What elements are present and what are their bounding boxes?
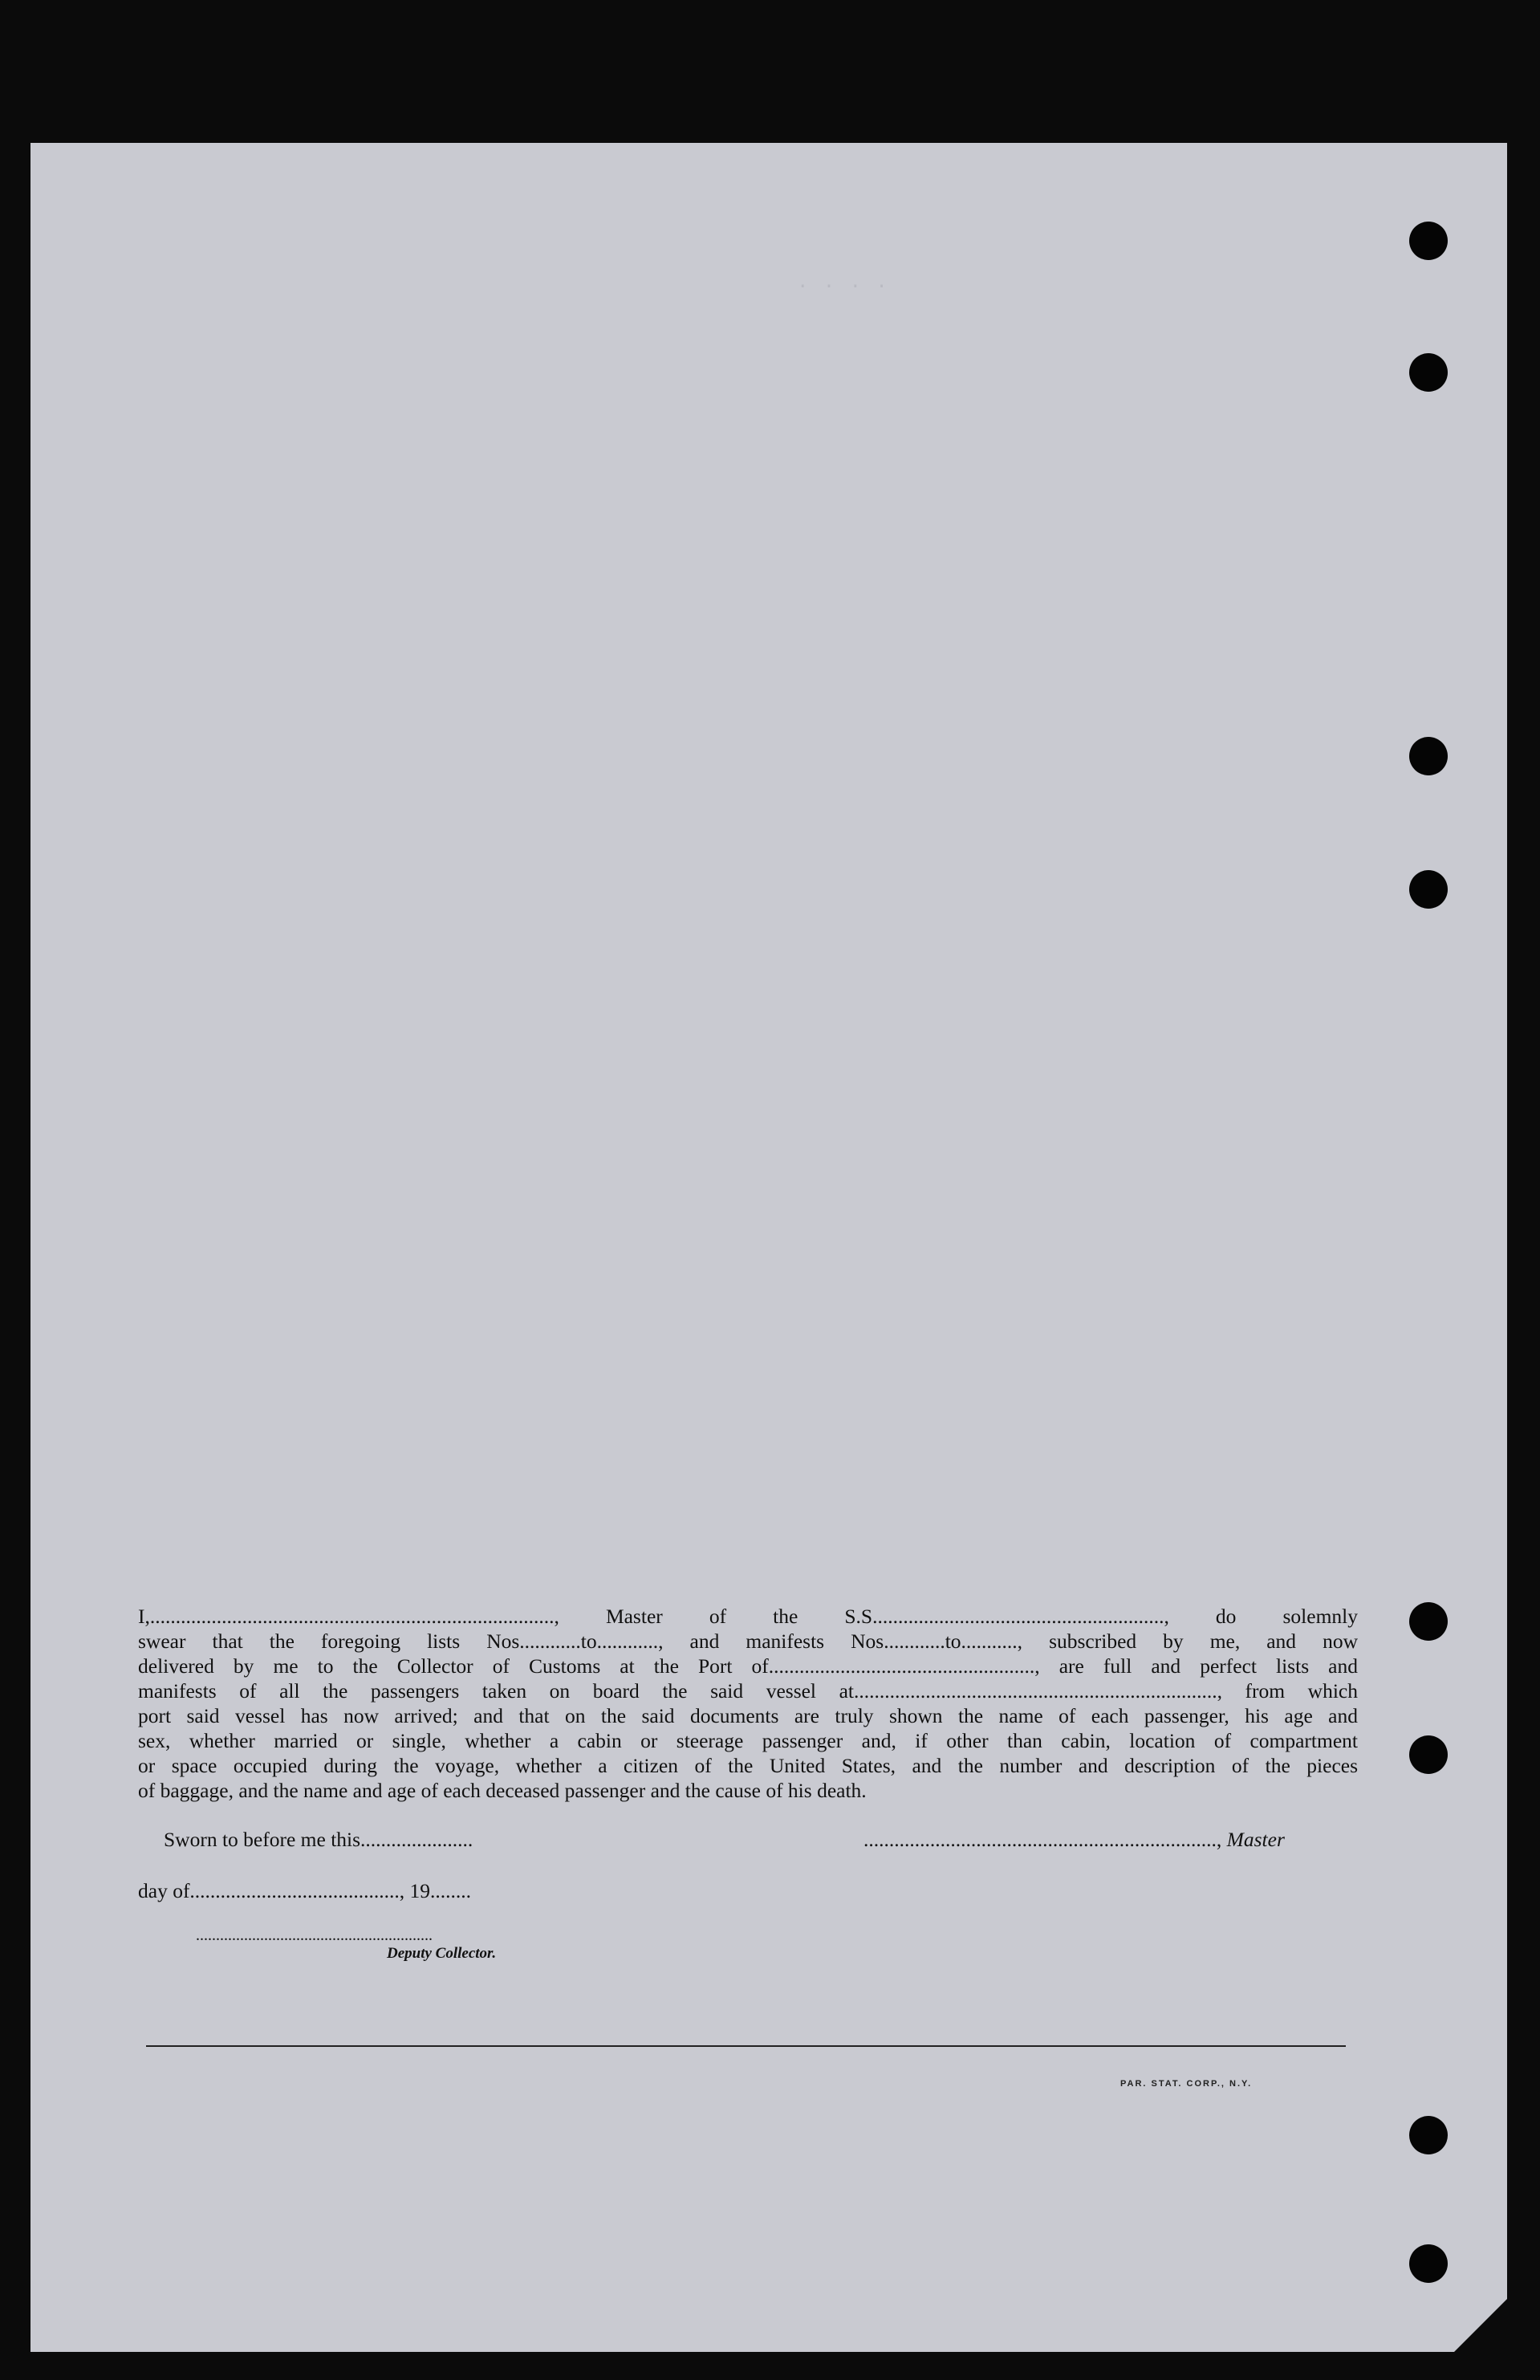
binder-hole bbox=[1409, 870, 1448, 909]
manifest-page bbox=[30, 143, 1507, 2352]
binder-hole bbox=[1409, 737, 1448, 775]
binder-hole bbox=[1409, 2244, 1448, 2283]
deputy-signature-dots: ........................................................... bbox=[196, 1926, 433, 1944]
oath-line: or space occupied during the voyage, whether a citizen of the United States, and the number and description of the pieces bbox=[138, 1754, 1358, 1777]
oath-line: port said vessel has now arrived; and that on the said documents are truly shown the name of each passenger, his age and bbox=[138, 1704, 1358, 1727]
oath-line: delivered by me to the Collector of Customs at the Port of...................................................., are full and perfect lists and bbox=[138, 1654, 1358, 1678]
master-label: Master bbox=[1226, 1828, 1285, 1851]
bleed-through-text: · · · · bbox=[797, 276, 889, 298]
oath-line: I,..............................................................................., Master of the S.S........................................................., do solemnly bbox=[138, 1605, 1358, 1628]
oath-line: sex, whether married or single, whether a cabin or steerage passenger and, if other than cabin, location of compartment bbox=[138, 1729, 1358, 1752]
footer-rule bbox=[146, 2045, 1346, 2047]
oath-line: swear that the foregoing lists Nos............to............, and manifests Nos............to..........., subscribed by me, and now bbox=[138, 1629, 1358, 1653]
binder-hole bbox=[1409, 353, 1448, 392]
deputy-collector-label: Deputy Collector. bbox=[387, 1945, 497, 1962]
binder-hole bbox=[1409, 1735, 1448, 1774]
master-signature-dots: ....................................................................., bbox=[863, 1828, 1227, 1851]
master-signature-line bbox=[863, 1828, 1285, 1852]
oath-line: of baggage, and the name and age of each deceased passenger and the cause of his death. bbox=[138, 1779, 867, 1802]
binder-hole bbox=[1409, 222, 1448, 260]
master-oath-paragraph bbox=[138, 1604, 1358, 1803]
printer-mark: PAR. STAT. CORP., N.Y. bbox=[1120, 2079, 1253, 2089]
oath-line: manifests of all the passengers taken on board the said vessel at......................................................................., from which bbox=[138, 1679, 1358, 1703]
sworn-before-line: Sworn to before me this...................... bbox=[164, 1828, 473, 1851]
binder-hole bbox=[1409, 2116, 1448, 2154]
day-of-line: day of........................................., 19........ bbox=[138, 1879, 472, 1902]
binder-hole bbox=[1409, 1602, 1448, 1641]
